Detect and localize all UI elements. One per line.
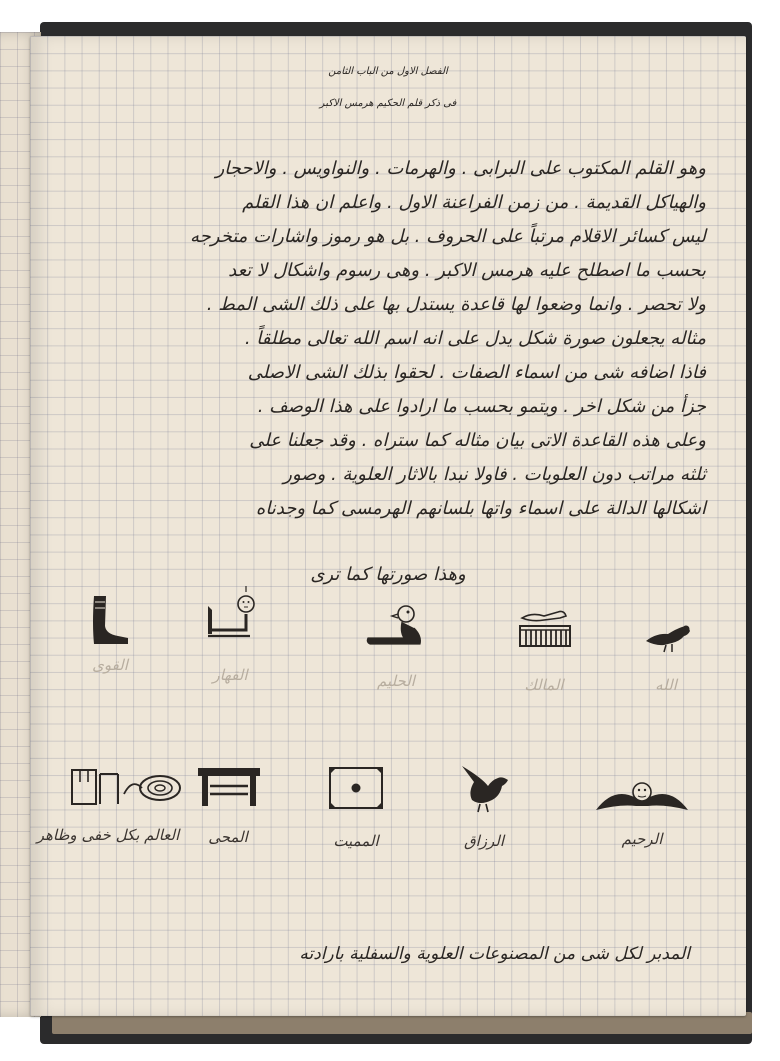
manuscript-page <box>30 36 746 1016</box>
framed-dot-glyph-icon <box>328 766 384 810</box>
glyph-label-almumit: المميت <box>333 832 379 850</box>
glyph-label-alalim: العالم بكل خفى وظاهر <box>36 826 180 844</box>
body-line: ثلثه مراتب دون العلويات . فاولا نبدا بالاثار العلوية . وصور <box>283 464 706 485</box>
glyph-label-alrazzaq: الرزاق <box>463 832 505 850</box>
body-line: اشكالها الدالة على اسماء واتها بلسانهم الهرمسى كما وجدناه <box>255 498 706 519</box>
body-line: بحسب ما اصطلح عليه هرمس الاكبر . وهى رسوم واشكال لا تعد <box>228 260 706 281</box>
body-line: وعلى هذه القاعدة الاتى بيان مثاله كما ستراه . وقد جعلنا على <box>249 430 706 451</box>
chapter-heading: الفصل الاول من الباب الثامن <box>328 66 448 77</box>
body-line: والهياكل القديمة . من زمن الفراعنة الاول . واعلم ان هذا القلم <box>242 192 706 213</box>
combined-signs-glyph-icon <box>68 768 186 808</box>
gate-glyph-icon <box>196 766 262 808</box>
human-head-throne-glyph-icon <box>200 586 262 648</box>
chapter-subheading: فى ذكر قلم الحكيم هرمس الاكبر <box>319 98 457 109</box>
glyph-label-alrahim: الرحيم <box>621 830 663 848</box>
bird-head-vessel-glyph-icon <box>364 602 426 650</box>
glyph-label-allah: الله <box>655 676 677 694</box>
body-line: ليس كسائر الاقلام مرتباً على الحروف . بل هو رموز واشارات متخرجه <box>190 226 706 247</box>
winged-head-glyph-icon <box>594 780 690 814</box>
body-line: وهو القلم المكتوب على البرابى . والهرمات . والنواويس . والاحجار <box>215 158 706 179</box>
sphinx-on-plinth-glyph-icon <box>514 604 574 652</box>
body-line: مثاله يجعلون صورة شكل يدل على انه اسم الله تعالى مطلقاً . <box>244 328 706 349</box>
glyph-label-almalik: المالك <box>524 676 564 694</box>
body-line: جزأ من شكل اخر . ويتمو بحسب ما ارادوا على هذا الوصف . <box>257 396 706 417</box>
closing-line: وهذا صورتها كما ترى <box>310 564 466 585</box>
footer-line: المدبر لكل شى من المصنوعات العلوية والسفلية بارادته <box>299 944 690 964</box>
swallow-bird-glyph-icon <box>458 762 510 814</box>
glyph-label-alhalim: الحليم <box>377 672 415 690</box>
glyph-label-alqawi: القوى <box>92 656 128 674</box>
body-line: فاذا اضافه شى من اسماء الصفات . لحقوا بذلك الشى الاصلى <box>247 362 706 383</box>
leg-boot-glyph-icon <box>88 594 134 646</box>
glyph-label-almuhyi: المحى <box>208 828 248 846</box>
body-line: ولا تحصر . وانما وضعوا لها قاعدة يستدل بها على ذلك الشى المط . <box>206 294 706 315</box>
glyph-label-alqahhar: القهار <box>212 666 248 684</box>
bird-glyph-icon <box>642 619 694 653</box>
